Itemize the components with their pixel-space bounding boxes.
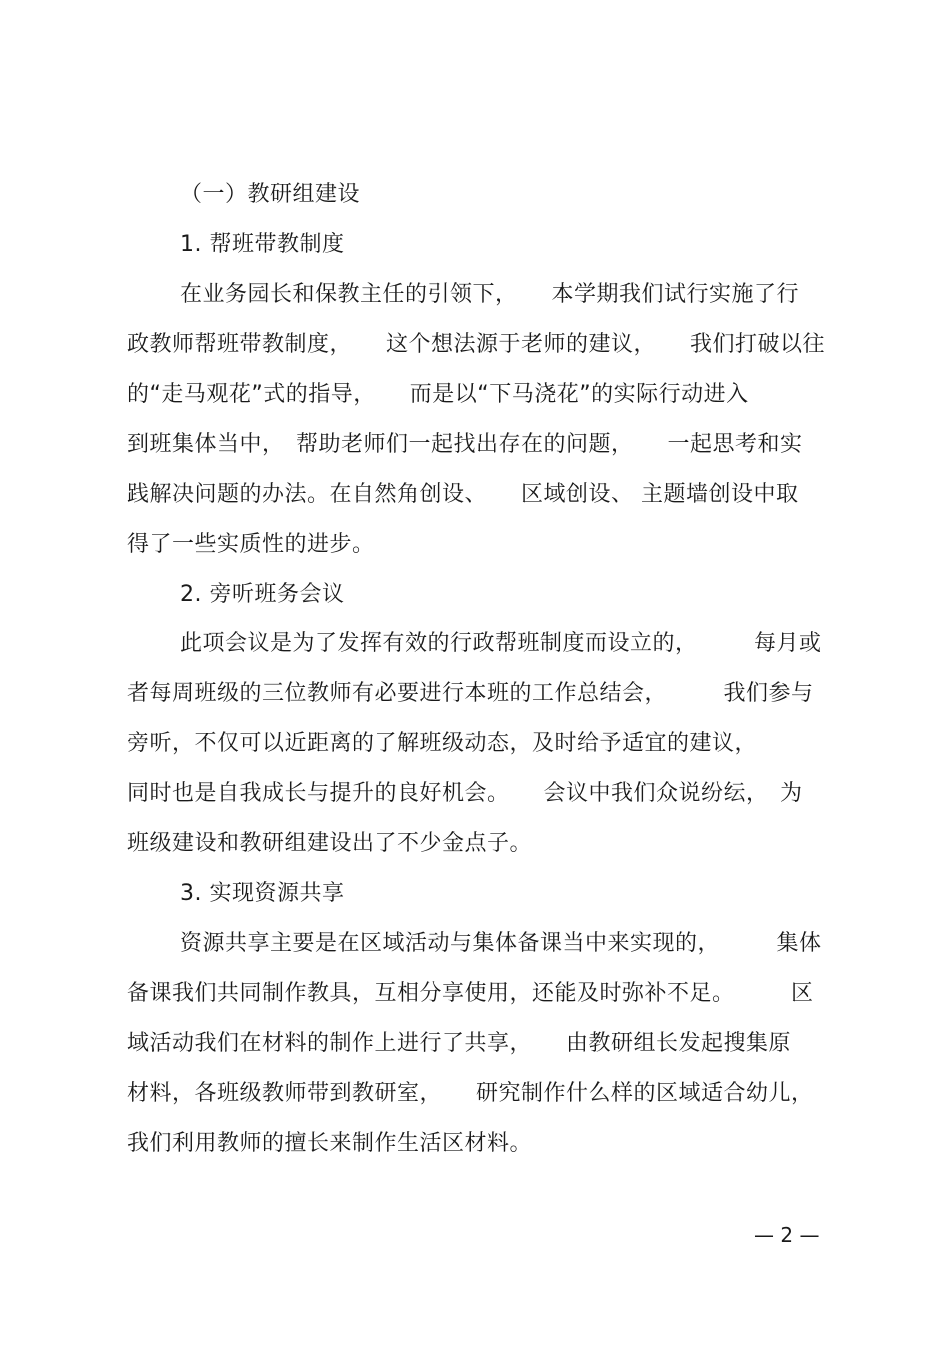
paragraph-1-line-3: 的“走马观花”式的指导， 而是以“下马浇花”的实际行动进入: [127, 382, 749, 407]
item-heading-1: 1. 帮班带教制度: [180, 232, 345, 257]
paragraph-3-line-1: 资源共享主要是在区域活动与集体备课当中来实现的， 集体: [180, 931, 822, 956]
paragraph-1-line-6: 得了一些实质性的进步。: [127, 532, 375, 557]
paragraph-2-line-3: 旁听，不仅可以近距离的了解班级动态，及时给予适宜的建议，: [127, 731, 758, 756]
paragraph-2-line-1: 此项会议是为了发挥有效的行政帮班制度而设立的， 每月或: [180, 631, 822, 656]
paragraph-1-line-1: 在业务园长和保教主任的引领下， 本学期我们试行实施了行: [180, 282, 800, 307]
paragraph-2-line-2: 者每周班级的三位教师有必要进行本班的工作总结会， 我们参与: [127, 681, 814, 706]
section-heading: （一）教研组建设: [180, 182, 361, 207]
page-number: — 2 —: [754, 1223, 820, 1247]
paragraph-2-line-4: 同时也是自我成长与提升的良好机会。 会议中我们众说纷纭， 为: [127, 781, 803, 806]
paragraph-3-line-3: 域活动我们在材料的制作上进行了共享， 由教研组长发起搜集原: [127, 1031, 792, 1056]
paragraph-3-line-4: 材料，各班级教师带到教研室， 研究制作什么样的区域适合幼儿，: [127, 1081, 814, 1106]
paragraph-1-line-5: 践解决问题的办法。在自然角创设、 区域创设、 主题墙创设中取: [127, 482, 799, 507]
paragraph-3-line-2: 备课我们共同制作教具，互相分享使用，还能及时弥补不足。 区: [127, 981, 814, 1006]
paragraph-1-line-2: 政教师帮班带教制度， 这个想法源于老师的建议， 我们打破以往: [127, 332, 826, 357]
item-heading-3: 3. 实现资源共享: [180, 881, 345, 906]
paragraph-2-line-5: 班级建设和教研组建设出了不少金点子。: [127, 831, 533, 856]
paragraph-1-line-4: 到班集体当中， 帮助老师们一起找出存在的问题， 一起思考和实: [127, 432, 803, 457]
item-heading-2: 2. 旁听班务会议: [180, 582, 345, 607]
paragraph-3-line-5: 我们利用教师的擅长来制作生活区材料。: [127, 1131, 533, 1156]
